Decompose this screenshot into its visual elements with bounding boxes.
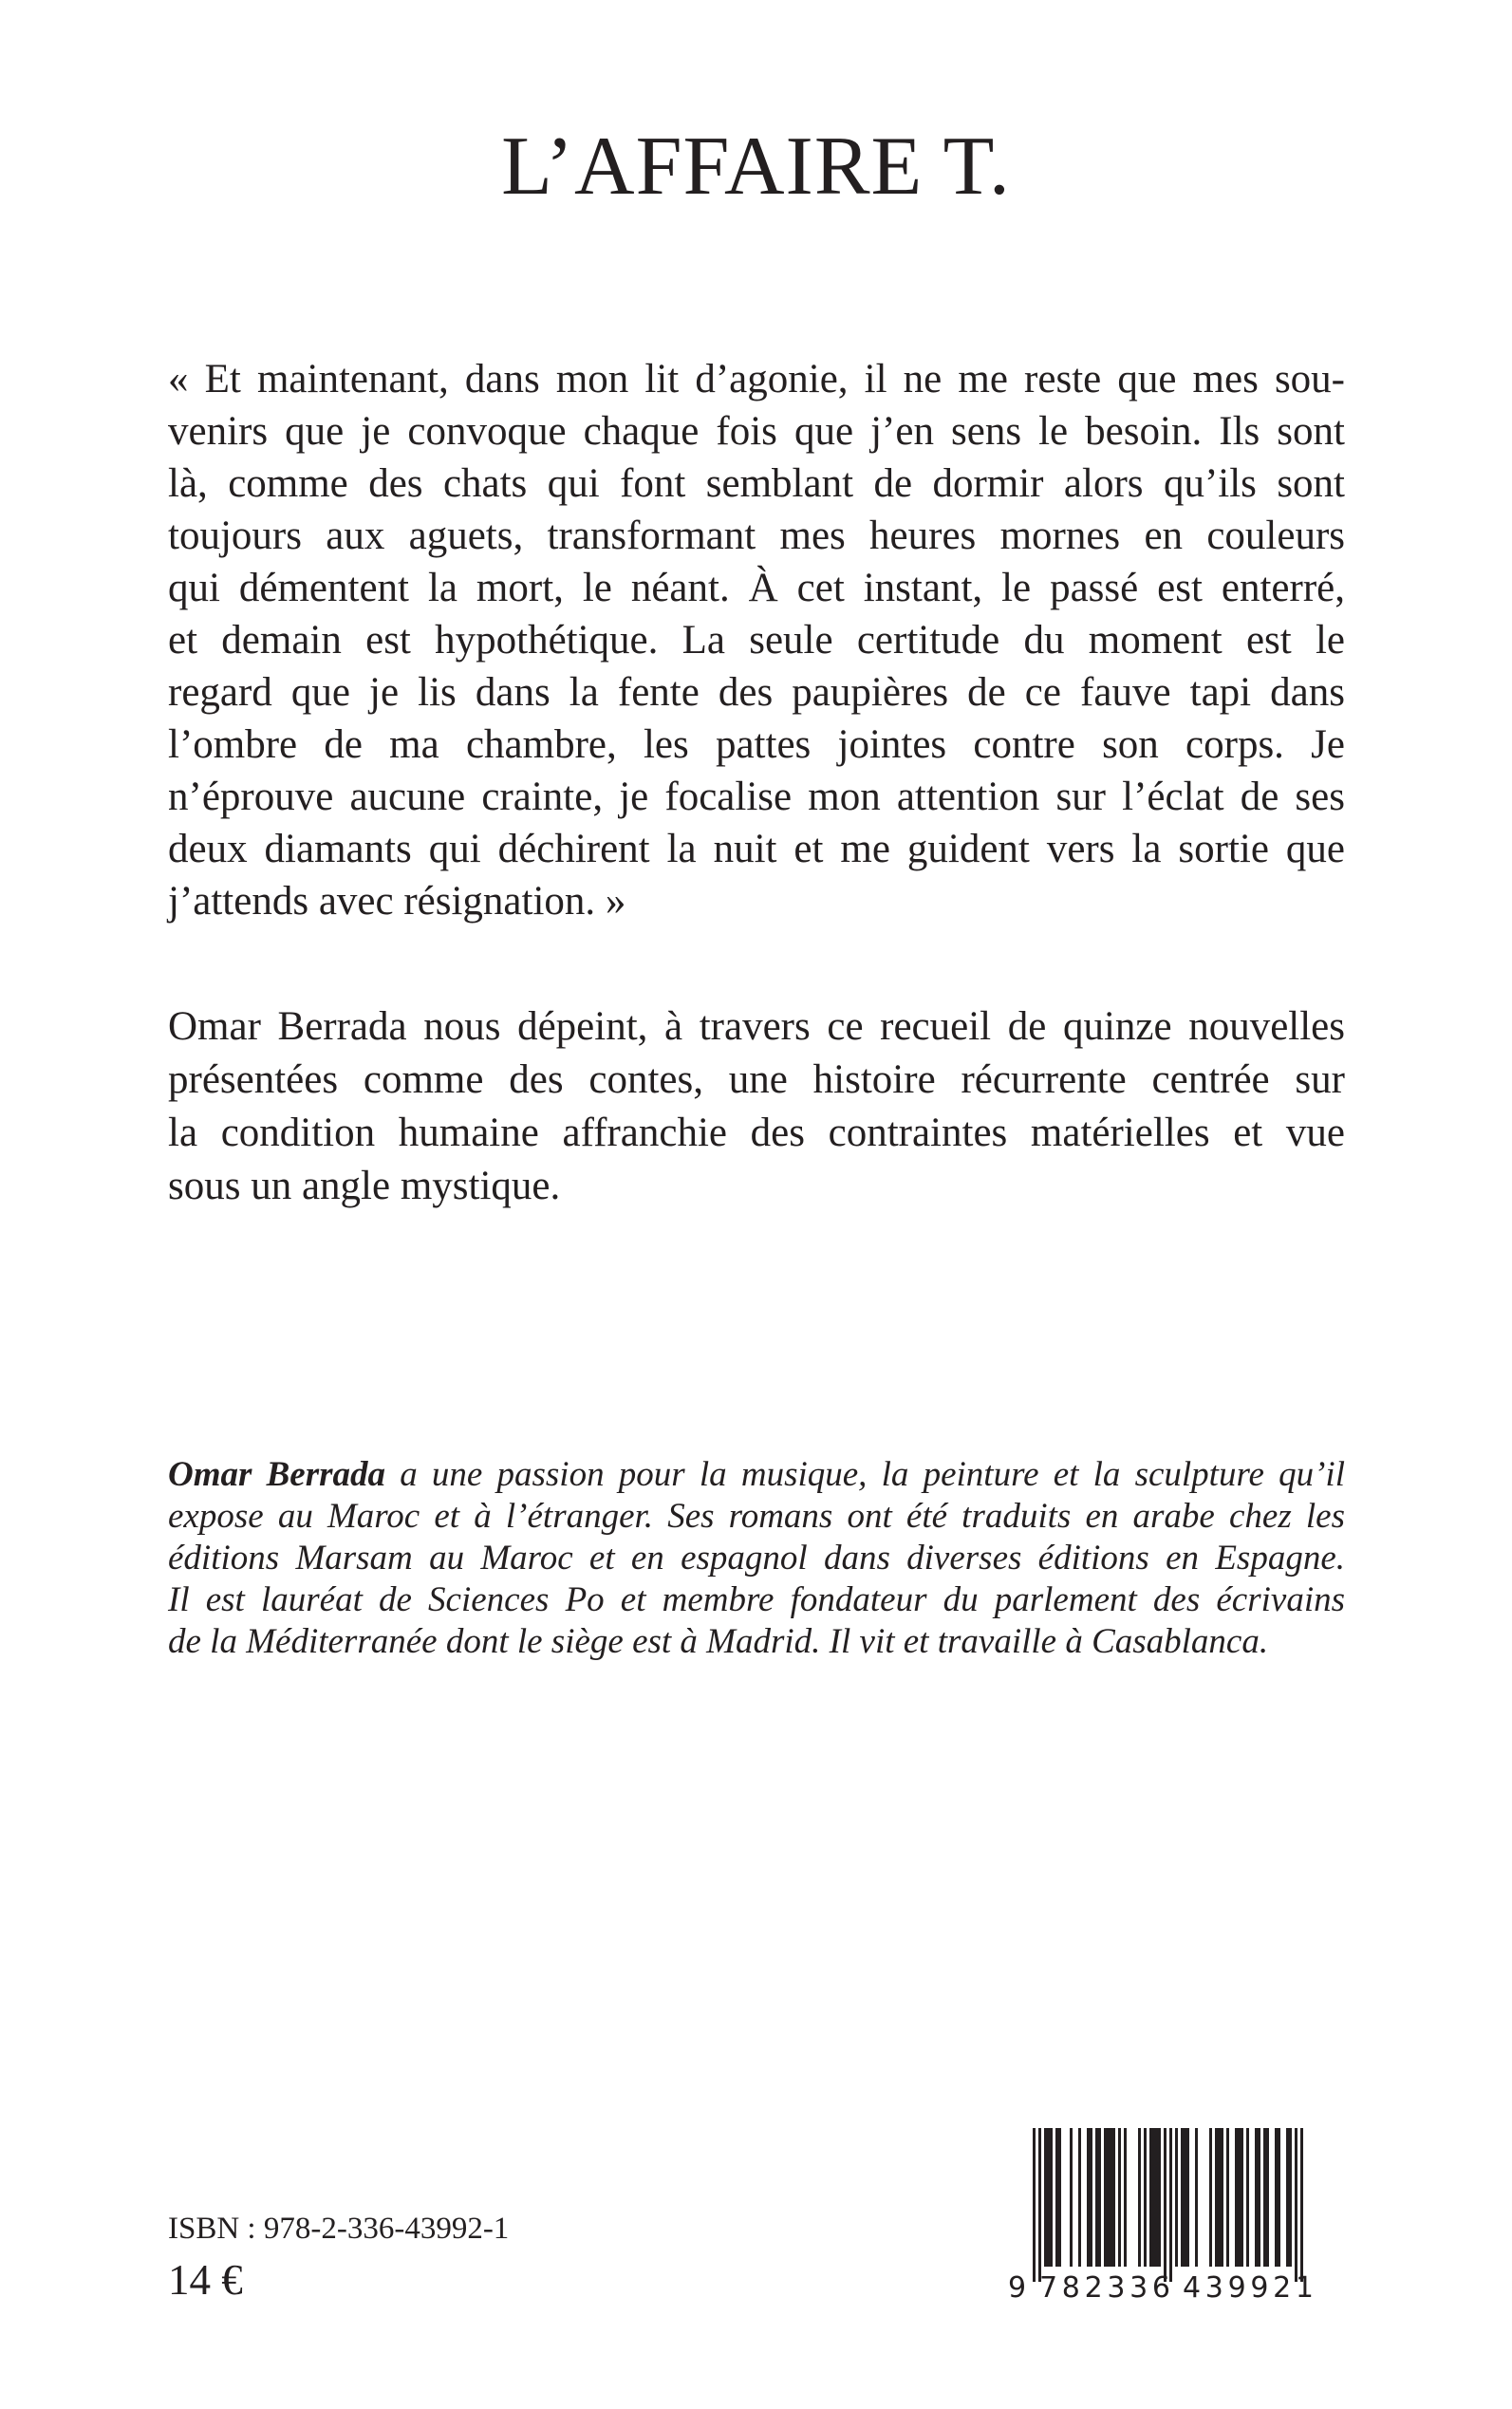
summary-line: la condition humaine affranchie des contraintes matérielles et vue [168, 1111, 1345, 1155]
back-cover-quote [168, 353, 1345, 927]
summary-line: présentées comme des contes, une histoire récurrente centrée sur [168, 1057, 1345, 1102]
quote-line: toujours aux aguets, transformant mes heures mornes en couleurs [168, 514, 1345, 558]
book-summary [168, 1000, 1345, 1213]
quote-line: venirs que je convoque chaque fois que j’en sens le besoin. Ils sont [168, 409, 1345, 454]
isbn-label: ISBN : 978-2-336-43992-1 [168, 2212, 510, 2246]
svg-text:439921: 439921 [1183, 2271, 1314, 2299]
author-bio [168, 1454, 1345, 1663]
bio-line: Il est lauréat de Sciences Po et membre fondateur du parlement des écrivains [168, 1580, 1345, 1619]
quote-line: l’ombre de ma chambre, les pattes jointes contre son corps. Je [168, 722, 1345, 767]
quote-line: n’éprouve aucune crainte, je focalise mon attention sur l’éclat de ses [168, 775, 1345, 819]
ean13-barcode [1004, 2128, 1346, 2299]
bio-first-line-text: a une passion pour la musique, la peinture et la sculpture qu’il [385, 1455, 1345, 1494]
book-title: L’AFFAIRE T. [501, 121, 1011, 213]
quote-line: deux diamants qui déchirent la nuit et me guident vers la sortie que [168, 827, 1345, 871]
quote-line: et demain est hypothétique. La seule certitude du moment est le [168, 618, 1345, 663]
summary-line: sous un angle mystique. [168, 1164, 561, 1208]
svg-text:9: 9 [1008, 2271, 1027, 2299]
quote-line: là, comme des chats qui font semblant de dormir alors qu’ils sont [168, 461, 1345, 506]
bio-line [168, 1454, 1345, 1496]
bio-line: de la Méditerranée dont le siège est à Madrid. Il vit et travaille à Casablanca. [168, 1622, 1269, 1661]
author-name: Omar Berrada [168, 1455, 385, 1494]
bio-line: éditions Marsam au Maroc et en espagnol dans diverses éditions en Espagne. [168, 1539, 1345, 1578]
svg-text:782336: 782336 [1039, 2271, 1170, 2299]
bio-line: expose au Maroc et à l’étranger. Ses romans ont été traduits en arabe chez les [168, 1497, 1345, 1536]
quote-line: j’attends avec résignation. » [168, 879, 626, 924]
quote-line: regard que je lis dans la fente des paupières de ce fauve tapi dans [168, 670, 1345, 715]
summary-line: Omar Berrada nous dépeint, à travers ce recueil de quinze nouvelles [168, 1004, 1345, 1049]
price-label: 14 € [168, 2256, 243, 2304]
quote-line: qui démentent la mort, le néant. À cet instant, le passé est enterré, [168, 566, 1345, 610]
quote-line: « Et maintenant, dans mon lit d’agonie, il ne me reste que mes sou- [168, 357, 1345, 402]
